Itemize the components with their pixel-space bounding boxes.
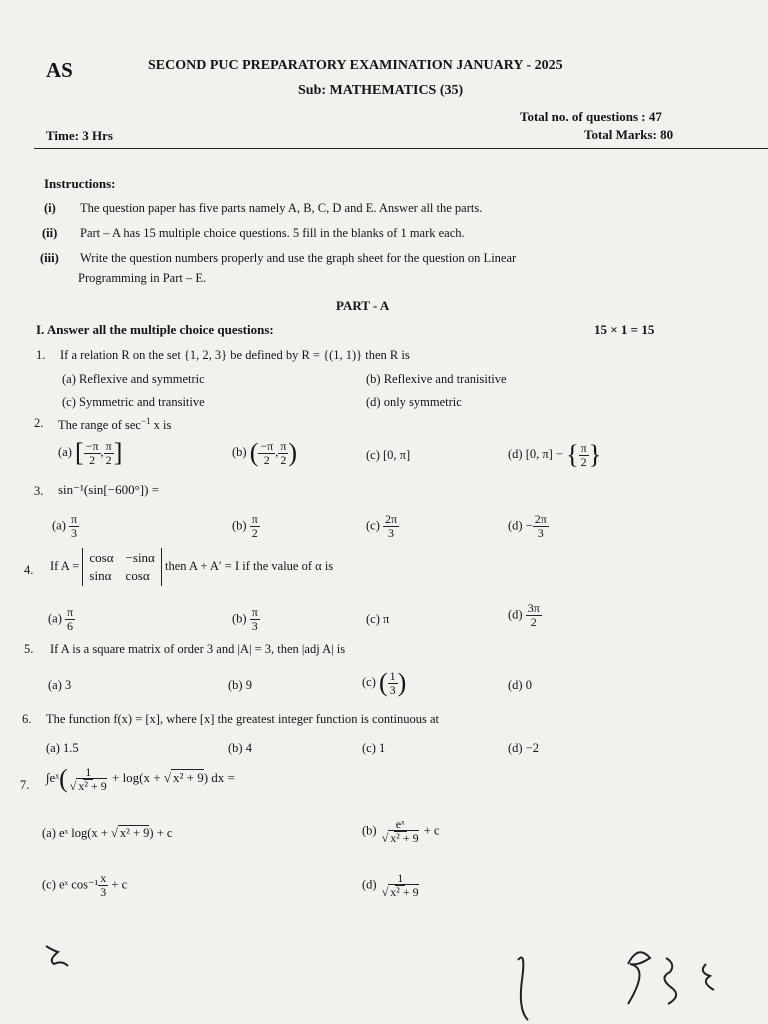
option-c: (c) 1: [362, 741, 386, 755]
question-number: 2.: [34, 416, 44, 430]
option-a: (a) Reflexive and symmetric: [62, 372, 205, 386]
option-b: (b) $\frac{\text{eˣ}}{\text{√ x² + 9}}$ + c: [362, 817, 440, 845]
matrix-A: cosα −sinα sinα cosα: [82, 548, 161, 586]
integral-expression: ∫eˣ( $\frac{1}{\text{√ x² + 9}}$ + log(x + √ x² + 9) dx =: [46, 764, 235, 793]
option-b: (b) 9: [228, 678, 252, 692]
header-divider: [34, 148, 768, 149]
option-d: (d) [0, π] − { $\frac{\pi}{2}$ }: [508, 440, 602, 469]
section-heading: I. Answer all the multiple choice questions:: [36, 322, 274, 337]
option-a: (a) 3: [48, 678, 72, 692]
option-d: (d) $\frac{1}{\text{√ x² + 9}}$: [362, 871, 419, 899]
instruction-num: (iii): [40, 251, 59, 265]
option-b: (b) Reflexive and tranisitive: [366, 372, 507, 386]
option-a: (a) $\frac{\pi}{6}$: [48, 605, 74, 633]
question-number: 6.: [22, 712, 32, 726]
instruction-text: The question paper has five parts namely A, B, C, D and E. Answer all the parts.: [80, 201, 483, 215]
question-number: 7.: [20, 778, 30, 792]
option-c: (c) ( $\frac{1}{3}$ ): [362, 668, 407, 697]
option-b: (b) ( $\frac{-\pi}{2}$ , $\frac{\pi}{2}$ ): [232, 438, 298, 467]
exam-title: SECOND PUC PREPARATORY EXAMINATION JANUARY - 2025: [148, 58, 563, 73]
total-marks: Total Marks: 80: [584, 127, 674, 142]
question-number: 5.: [24, 642, 34, 656]
instructions-heading: Instructions:: [44, 176, 116, 191]
option-a: (a) 1.5: [46, 741, 79, 755]
question-number: 1.: [36, 348, 46, 362]
handwritten-marks: [0, 900, 768, 1024]
instruction-num: (ii): [42, 226, 58, 240]
instruction-num: (i): [44, 201, 56, 215]
question-number: 4.: [24, 563, 34, 577]
option-d: (d) 0: [508, 678, 532, 692]
total-questions: Total no. of questions : 47: [520, 109, 662, 124]
question-text: The function f(x) = [x], where [x] the greatest integer function is continuous at: [46, 712, 440, 726]
question-text: If a relation R on the set {1, 2, 3} be defined by R = {(1, 1)} then R is: [60, 348, 410, 362]
option-a: (a) [ $\frac{-\pi}{2}$ , $\frac{\pi}{2}$ ]: [58, 438, 123, 467]
section-marks: 15 × 1 = 15: [594, 322, 655, 337]
part-title: PART - A: [336, 298, 390, 313]
instruction-text: Write the question numbers properly and use the graph sheet for the question on Linear: [80, 251, 517, 265]
instruction-text-cont: Programming in Part – E.: [78, 271, 207, 285]
instruction-text: Part – A has 15 multiple choice questions. 5 fill in the blanks of 1 mark each.: [80, 226, 465, 240]
question-text: If A is a square matrix of order 3 and |A| = 3, then |adj A| is: [50, 642, 346, 656]
question-text: If A = cosα −sinα sinα cosα then A + A′ = I if the value of α is: [50, 548, 333, 586]
option-b: (b) $\frac{\pi}{2}$: [232, 512, 258, 540]
option-d: (d) $\frac{3\pi}{2}$: [508, 601, 540, 629]
option-c: (c) eˣ cos⁻¹ $\frac{x}{3}$ + c: [42, 871, 128, 899]
time-allowed: Time: 3 Hrs: [46, 128, 113, 143]
option-c: (c) π: [366, 612, 390, 626]
paper-code: AS: [46, 58, 73, 82]
subject-line: Sub: MATHEMATICS (35): [298, 83, 464, 98]
question-expression: sin⁻¹(sin[−600°]) =: [58, 482, 160, 497]
option-a: (a) eˣ log(x + √ x² + 9) + c: [42, 826, 173, 840]
option-c: (c) [0, π]: [366, 448, 411, 462]
option-b: (b) 4: [228, 741, 252, 755]
question-text: The range of $\sec^{-1} x$ is: [58, 416, 172, 433]
option-b: (b) $\frac{\pi}{3}$: [232, 605, 258, 633]
option-d: (d) −2: [508, 741, 539, 755]
option-d: (d) − $\frac{2\pi}{3}$: [508, 512, 547, 540]
option-c: (c) Symmetric and transitive: [62, 395, 205, 409]
option-a: (a) $\frac{\pi}{3}$: [52, 512, 78, 540]
option-c: (c) $\frac{2\pi}{3}$: [366, 512, 398, 540]
question-number: 3.: [34, 484, 44, 498]
option-d: (d) only symmetric: [366, 395, 462, 409]
